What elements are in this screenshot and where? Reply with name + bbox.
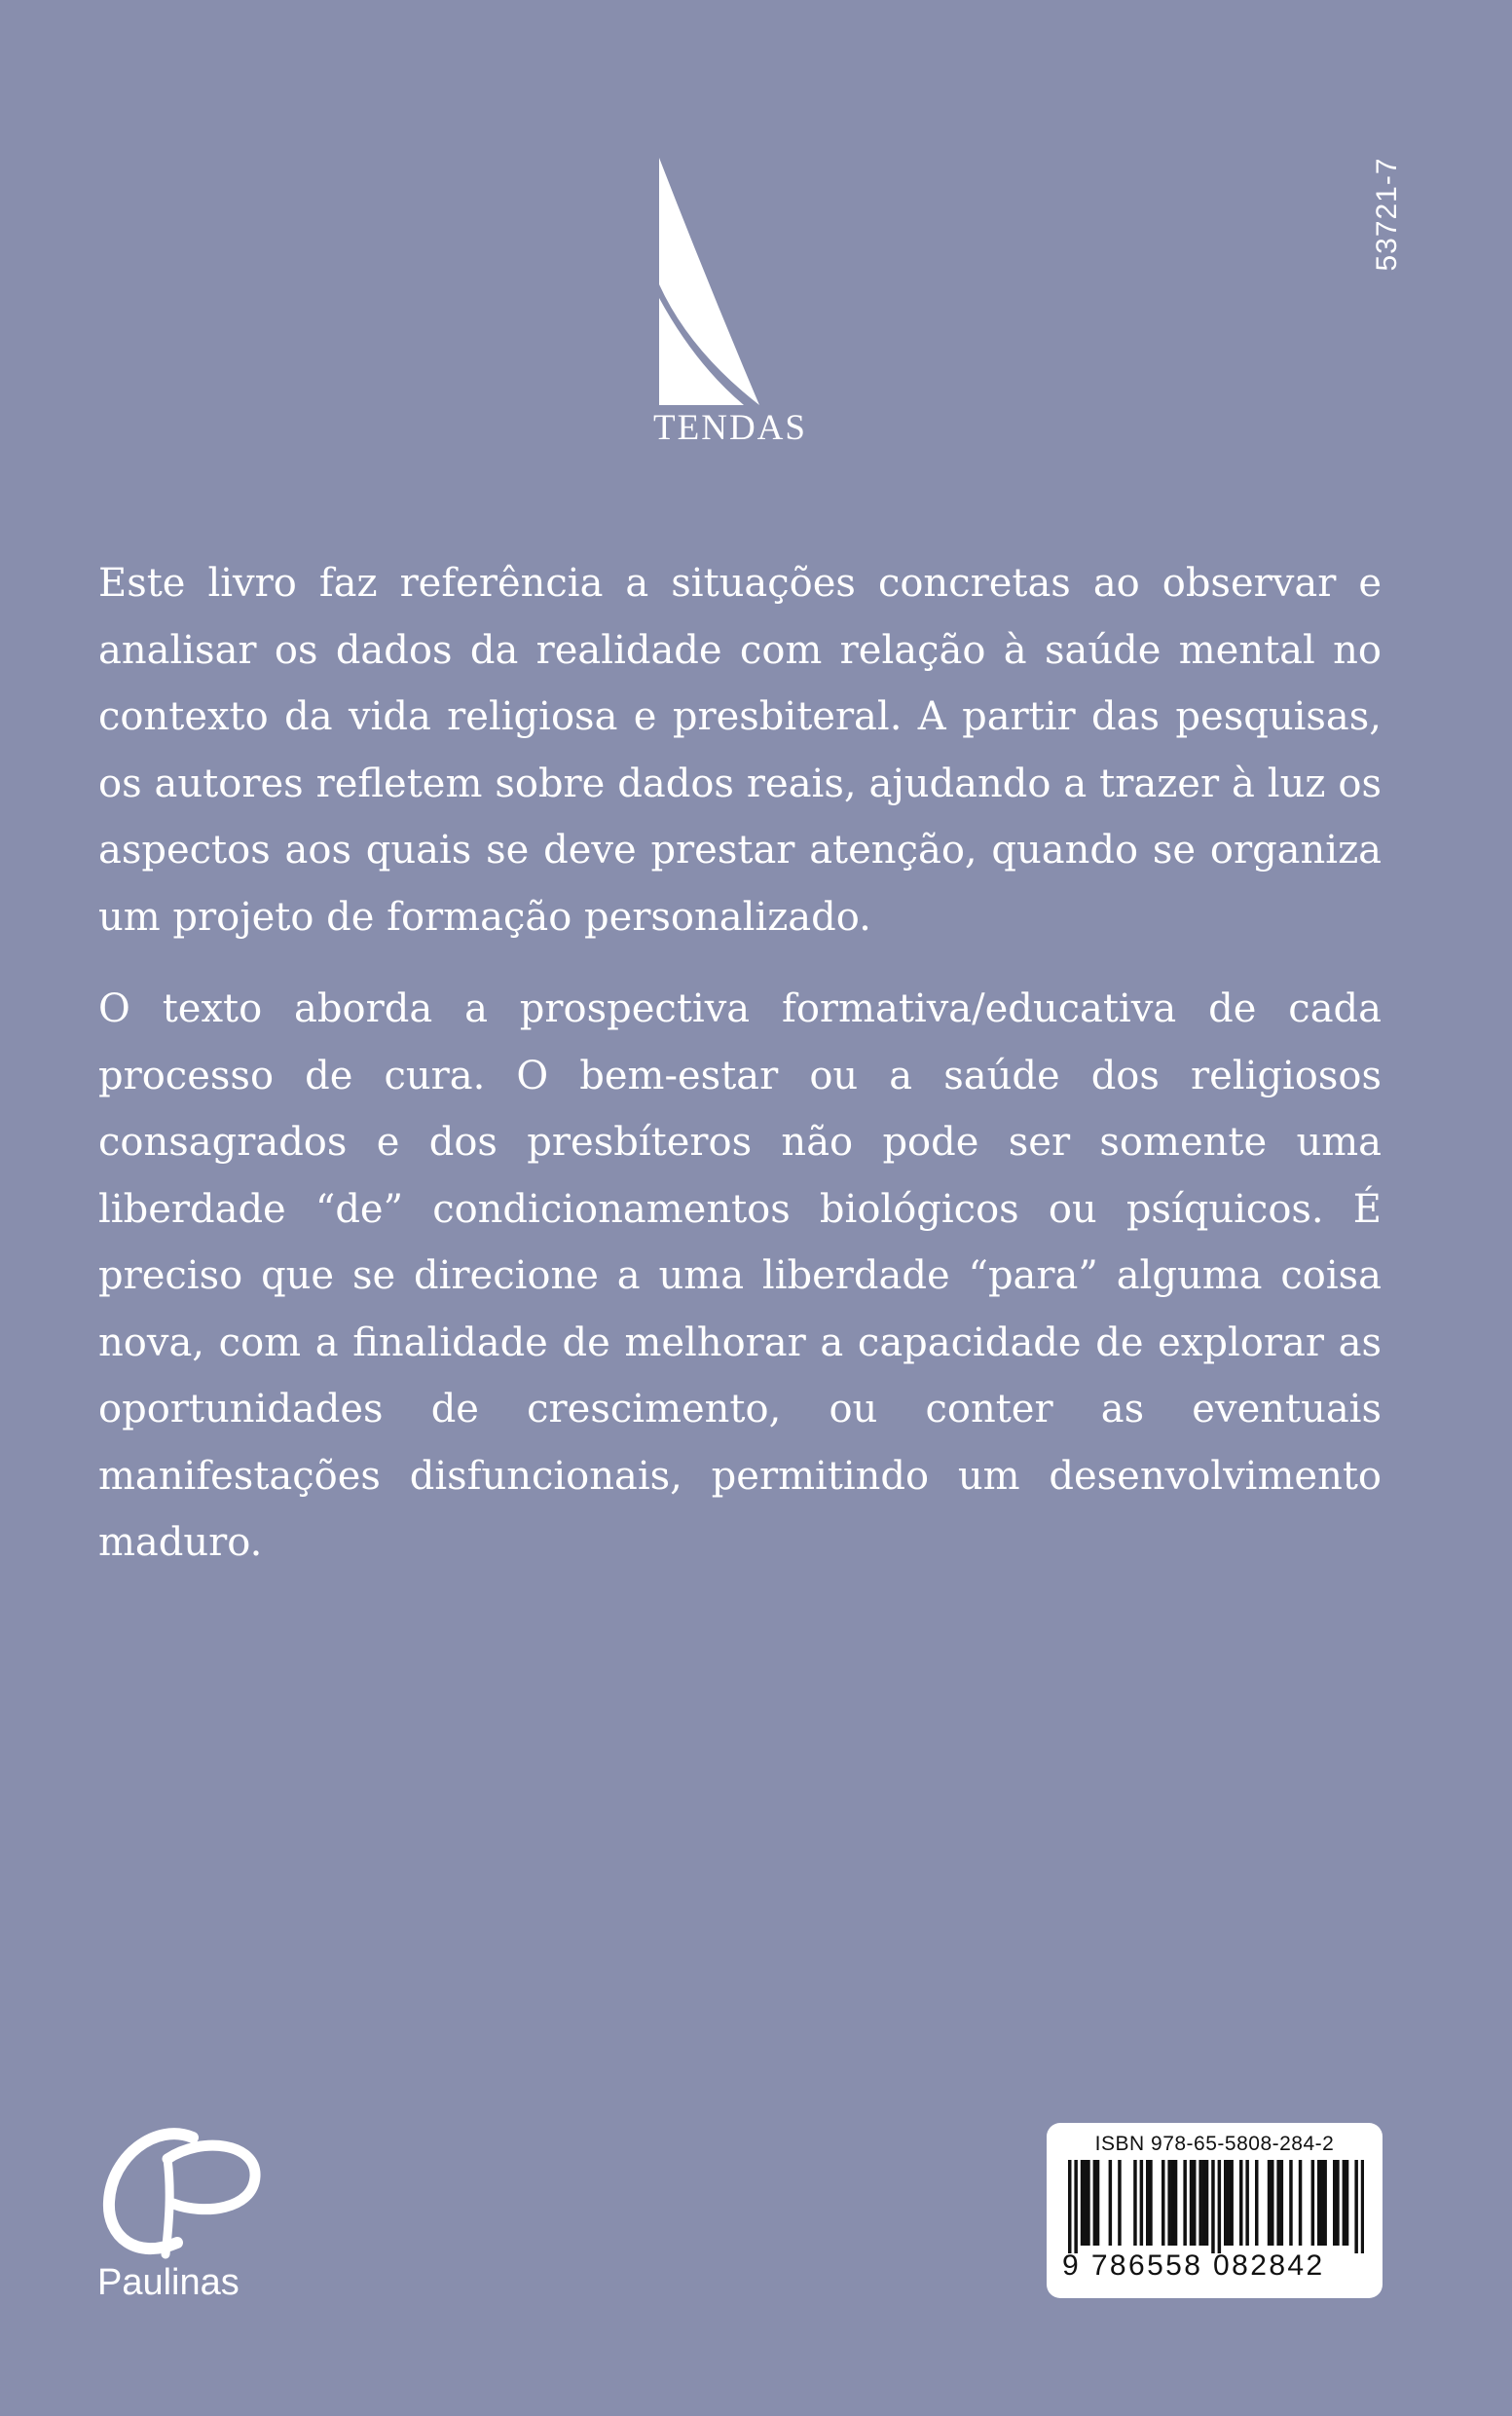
- barcode-bar: [1109, 2160, 1113, 2246]
- barcode-bar: [1239, 2160, 1243, 2246]
- back-cover-blurb: [98, 550, 1382, 1602]
- barcode-bar: [1299, 2160, 1303, 2246]
- barcode-bar: [1289, 2160, 1293, 2246]
- barcode-bar: [1096, 2160, 1100, 2246]
- publisher-logo: [97, 2118, 292, 2313]
- blurb-paragraph: Este livro faz referência a situações concretas ao observar e analisar os dados da realidade com relação à saúde mental no contexto da vida religiosa e presbiteral. A partir das pesquisas, os autores refletem sobre dados reais, ajudando a trazer à luz os aspectos aos quais se deve prestar atenção, quando se organiza um projeto de formação personalizado.: [98, 561, 1382, 940]
- barcode-bar: [1146, 2160, 1150, 2246]
- barcode-bar: [1068, 2160, 1072, 2253]
- barcode-bar: [1149, 2160, 1153, 2246]
- barcode-bar: [1346, 2160, 1349, 2246]
- barcode-bar: [1081, 2160, 1085, 2246]
- barcode-bar: [1199, 2160, 1202, 2246]
- barcode-bar: [1323, 2160, 1327, 2246]
- barcode-bar: [1084, 2160, 1088, 2246]
- publisher-name: Paulinas: [97, 2262, 240, 2303]
- barcode-bar: [1183, 2160, 1187, 2246]
- barcode-bar: [1227, 2160, 1231, 2246]
- barcode-bar: [1255, 2160, 1259, 2246]
- barcode-bar: [1171, 2160, 1175, 2246]
- barcode-bar: [1140, 2160, 1144, 2246]
- barcode-bar: [1245, 2160, 1249, 2246]
- spine-code: [1344, 146, 1431, 282]
- barcode-bar: [1218, 2160, 1222, 2253]
- barcode: [1047, 2123, 1383, 2298]
- barcode-bar: [1336, 2160, 1340, 2246]
- paulinas-monogram-icon: [97, 2118, 292, 2264]
- barcode-bars: [1068, 2160, 1364, 2253]
- barcode-bar: [1133, 2160, 1137, 2246]
- barcode-bar: [1162, 2160, 1165, 2246]
- barcode-bar: [1333, 2160, 1337, 2246]
- barcode-bar: [1211, 2160, 1215, 2253]
- barcode-bar: [1174, 2160, 1178, 2246]
- isbn-label: ISBN 978-65-5808-284-2: [1094, 2133, 1335, 2155]
- tendas-label: TENDAS: [653, 408, 807, 448]
- barcode-bar: [1118, 2160, 1122, 2246]
- barcode-bar: [1280, 2160, 1284, 2246]
- barcode-bar: [1354, 2160, 1358, 2253]
- sail-icon: [643, 156, 818, 409]
- barcode-bar: [1167, 2160, 1171, 2246]
- barcode-bar: [1224, 2160, 1228, 2246]
- barcode-bar: [1268, 2160, 1272, 2246]
- barcode-bar: [1205, 2160, 1209, 2246]
- barcode-bar: [1087, 2160, 1090, 2246]
- spine-code-text: 53721-7: [1371, 157, 1403, 272]
- barcode-bar: [1193, 2160, 1197, 2246]
- barcode-bar: [1190, 2160, 1194, 2246]
- barcode-bar: [1202, 2160, 1206, 2246]
- barcode-bar: [1074, 2160, 1078, 2253]
- barcode-bar: [1317, 2160, 1321, 2246]
- barcode-bar: [1343, 2160, 1346, 2246]
- barcode-bar: [1230, 2160, 1234, 2246]
- barcode-bar: [1311, 2160, 1315, 2246]
- ean-digits: 9 786558 082842: [1062, 2249, 1325, 2282]
- barcode-bar: [1320, 2160, 1324, 2246]
- barcode-bar: [1093, 2160, 1097, 2246]
- barcode-bar: [1271, 2160, 1274, 2246]
- tendas-series-logo: [643, 156, 818, 448]
- barcode-bar: [1276, 2160, 1280, 2246]
- barcode-bar: [1361, 2160, 1364, 2253]
- blurb-paragraph: O texto aborda a prospectiva formativa/educativa de cada processo de cura. O bem-estar ou a saúde dos religiosos consagrados e dos presbíteros não pode ser somente uma liberdade “de” condicionamentos biológicos ou psíquicos. É preciso que se direcione a uma liberdade “para” alguma coisa nova, com a finalidade de melhorar a capacidade de explorar as oportunidades de crescimento, ou conter as eventuais manifestações disfuncionais, permitindo um desenvolvimento maduro.: [98, 986, 1382, 1565]
